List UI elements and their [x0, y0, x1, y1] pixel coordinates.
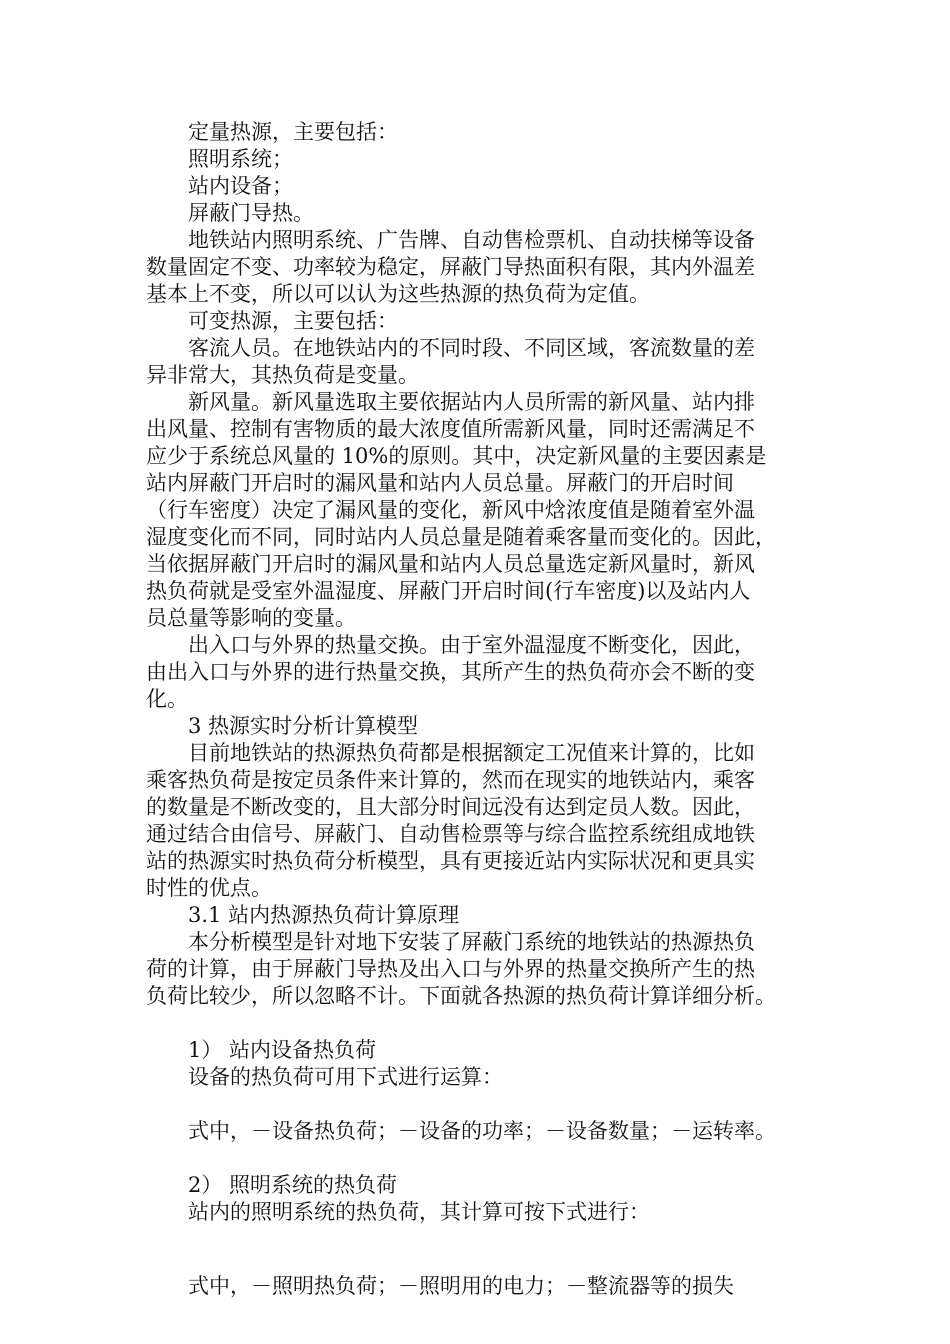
text-line: 由出入口与外界的进行热量交换，其所产生的热负荷亦会不断的变	[146, 660, 755, 684]
subsection-heading: 3.1 站内热源热负荷计算原理	[188, 903, 460, 927]
text-line: 出入口与外界的热量交换。由于室外温湿度不断变化，因此，	[188, 633, 755, 657]
item-heading: 2） 照明系统的热负荷	[188, 1173, 398, 1197]
text-line: （行车密度）决定了漏风量的变化，新风中焓浓度值是随着室外温	[146, 498, 755, 522]
text-line: 负荷比较少，所以忽略不计。下面就各热源的热负荷计算详细分析。	[146, 984, 776, 1008]
text-line: 站内设备；	[188, 174, 293, 198]
text-line: 当依据屏蔽门开启时的漏风量和站内人员总量选定新风量时，新风	[146, 552, 755, 576]
text-line: 异非常大，其热负荷是变量。	[146, 363, 419, 387]
text-line: 员总量等影响的变量。	[146, 606, 356, 630]
text-line: 数量固定不变、功率较为稳定，屏蔽门导热面积有限，其内外温差	[146, 255, 755, 279]
section-heading: 3 热源实时分析计算模型	[188, 714, 419, 738]
text-line: 站内的照明系统的热负荷，其计算可按下式进行：	[188, 1200, 650, 1224]
text-line: 屏蔽门导热。	[188, 201, 314, 225]
text-line: 式中，－照明热负荷；－照明用的电力；－整流器等的损失	[188, 1274, 734, 1298]
text-line: 时性的优点。	[146, 876, 272, 900]
text-line: 湿度变化而不同，同时站内人员总量是随着乘客量而变化的。因此，	[146, 525, 776, 549]
text-line: 站的热源实时热负荷分析模型，具有更接近站内实际状况和更具实	[146, 849, 755, 873]
text-line: 客流人员。在地铁站内的不同时段、不同区域，客流数量的差	[188, 336, 755, 360]
formula-placeholder	[146, 1091, 812, 1118]
document-page	[146, 119, 812, 1300]
text-line: 本分析模型是针对地下安装了屏蔽门系统的地铁站的热源热负	[188, 930, 755, 954]
formula-placeholder	[146, 1226, 812, 1273]
text-line: 通过结合由信号、屏蔽门、自动售检票等与综合监控系统组成地铁	[146, 822, 755, 846]
text-line: 站内屏蔽门开启时的漏风量和站内人员总量。屏蔽门的开启时间	[146, 471, 734, 495]
text-line: 式中，－设备热负荷；－设备的功率；－设备数量；－运转率。	[188, 1119, 776, 1143]
text-line: 的数量是不断改变的，且大部分时间远没有达到定员人数。因此，	[146, 795, 755, 819]
blank-line	[146, 1010, 812, 1037]
text-line: 出风量、控制有害物质的最大浓度值所需新风量，同时还需满足不	[146, 417, 755, 441]
text-line: 乘客热负荷是按定员条件来计算的，然而在现实的地铁站内，乘客	[146, 768, 755, 792]
text-line: 应少于系统总风量的 10%的原则。其中，决定新风量的主要因素是	[146, 444, 767, 468]
text-line: 目前地铁站的热源热负荷都是根据额定工况值来计算的，比如	[188, 741, 755, 765]
blank-line	[146, 1145, 812, 1172]
text-line: 新风量。新风量选取主要依据站内人员所需的新风量、站内排	[188, 390, 755, 414]
text-line: 基本上不变，所以可以认为这些热源的热负荷为定值。	[146, 282, 650, 306]
text-line: 地铁站内照明系统、广告牌、自动售检票机、自动扶梯等设备	[188, 228, 755, 252]
text-line: 定量热源，主要包括：	[188, 120, 398, 144]
text-line: 化。	[146, 687, 188, 711]
text-line: 设备的热负荷可用下式进行运算：	[188, 1065, 503, 1089]
text-line: 照明系统；	[188, 147, 293, 171]
text-line: 荷的计算，由于屏蔽门导热及出入口与外界的热量交换所产生的热	[146, 957, 755, 981]
text-line: 可变热源，主要包括：	[188, 309, 398, 333]
text-line: 热负荷就是受室外温湿度、屏蔽门开启时间(行车密度)以及站内人	[146, 579, 751, 603]
item-heading: 1） 站内设备热负荷	[188, 1038, 377, 1062]
